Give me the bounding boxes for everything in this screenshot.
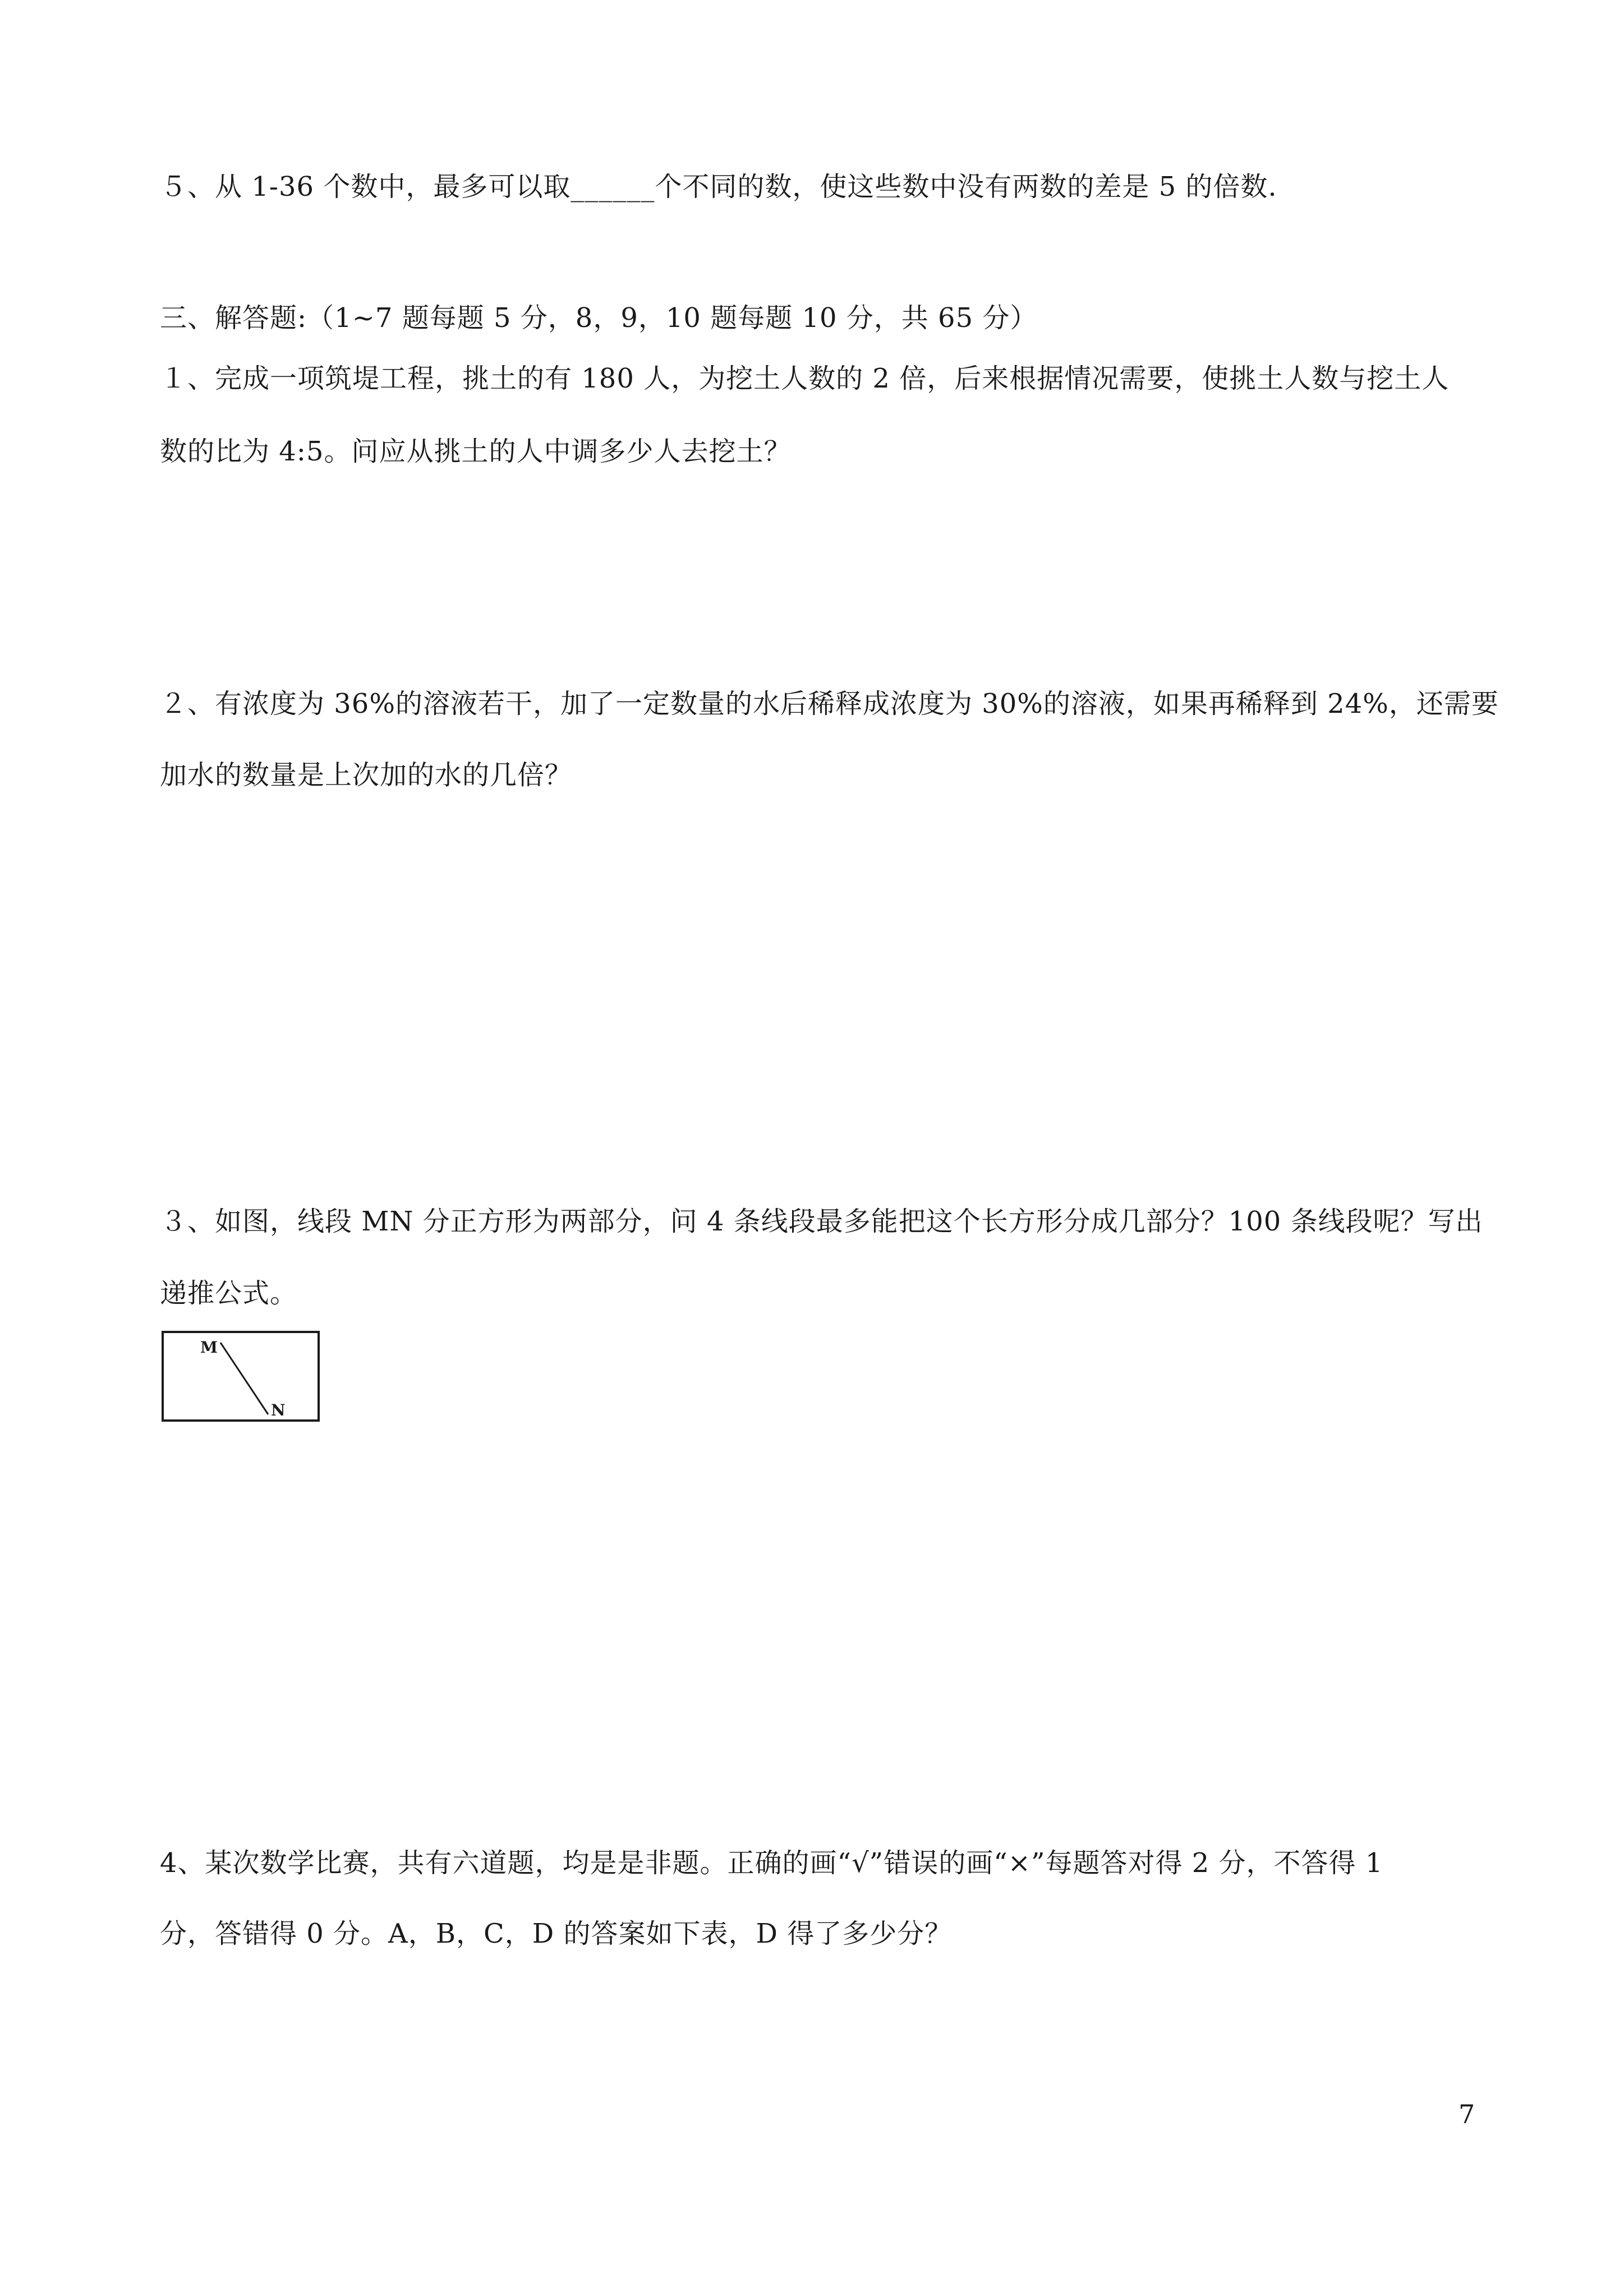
line-q3-part1: ３、如图，线段 MN 分正方形为两部分，问 4 条线段最多能把这个长方形分成几部分？100 条线段呢？写出 — [160, 1206, 1483, 1237]
segment-mn — [220, 1343, 268, 1414]
line-q2-part2: 加水的数量是上次加的水的几倍？ — [160, 759, 573, 791]
label-n: N — [271, 1401, 286, 1419]
line-q3-part2: 递推公式。 — [160, 1278, 298, 1309]
line-q4-part2: 分，答错得 0 分。A，B，C，D 的答案如下表，D 得了多少分？ — [160, 1918, 953, 1949]
section-heading: 三、解答题:（1~7 题每题 5 分，8，9，10 题每题 10 分，共 65 分） — [160, 302, 1038, 334]
page-number: 7 — [1459, 2099, 1475, 2129]
line-q5: ５、从 1-36 个数中，最多可以取______个不同的数，使这些数中没有两数的差是 5 的倍数. — [160, 171, 1277, 202]
line-q4-part1: 4、某次数学比赛，共有六道题，均是是非题。正确的画“√”错误的画“×”每题答对得 2 分，不答得 1 — [160, 1847, 1383, 1879]
rectangle-diagram — [160, 1329, 323, 1424]
line-q1-part2: 数的比为 4:5。问应从挑土的人中调多少人去挖土？ — [160, 436, 792, 467]
label-m: M — [200, 1338, 218, 1357]
rectangle-outline — [163, 1332, 319, 1421]
line-q1-part1: １、完成一项筑堤工程，挑土的有 180 人，为挖土人数的 2 倍，后来根据情况需要，使挑土人数与挖土人 — [160, 363, 1450, 394]
line-q2-part1: ２、有浓度为 36%的溶液若干，加了一定数量的水后稀释成浓度为 30%的溶液，如果再稀释到 24%，还需要 — [160, 688, 1499, 720]
